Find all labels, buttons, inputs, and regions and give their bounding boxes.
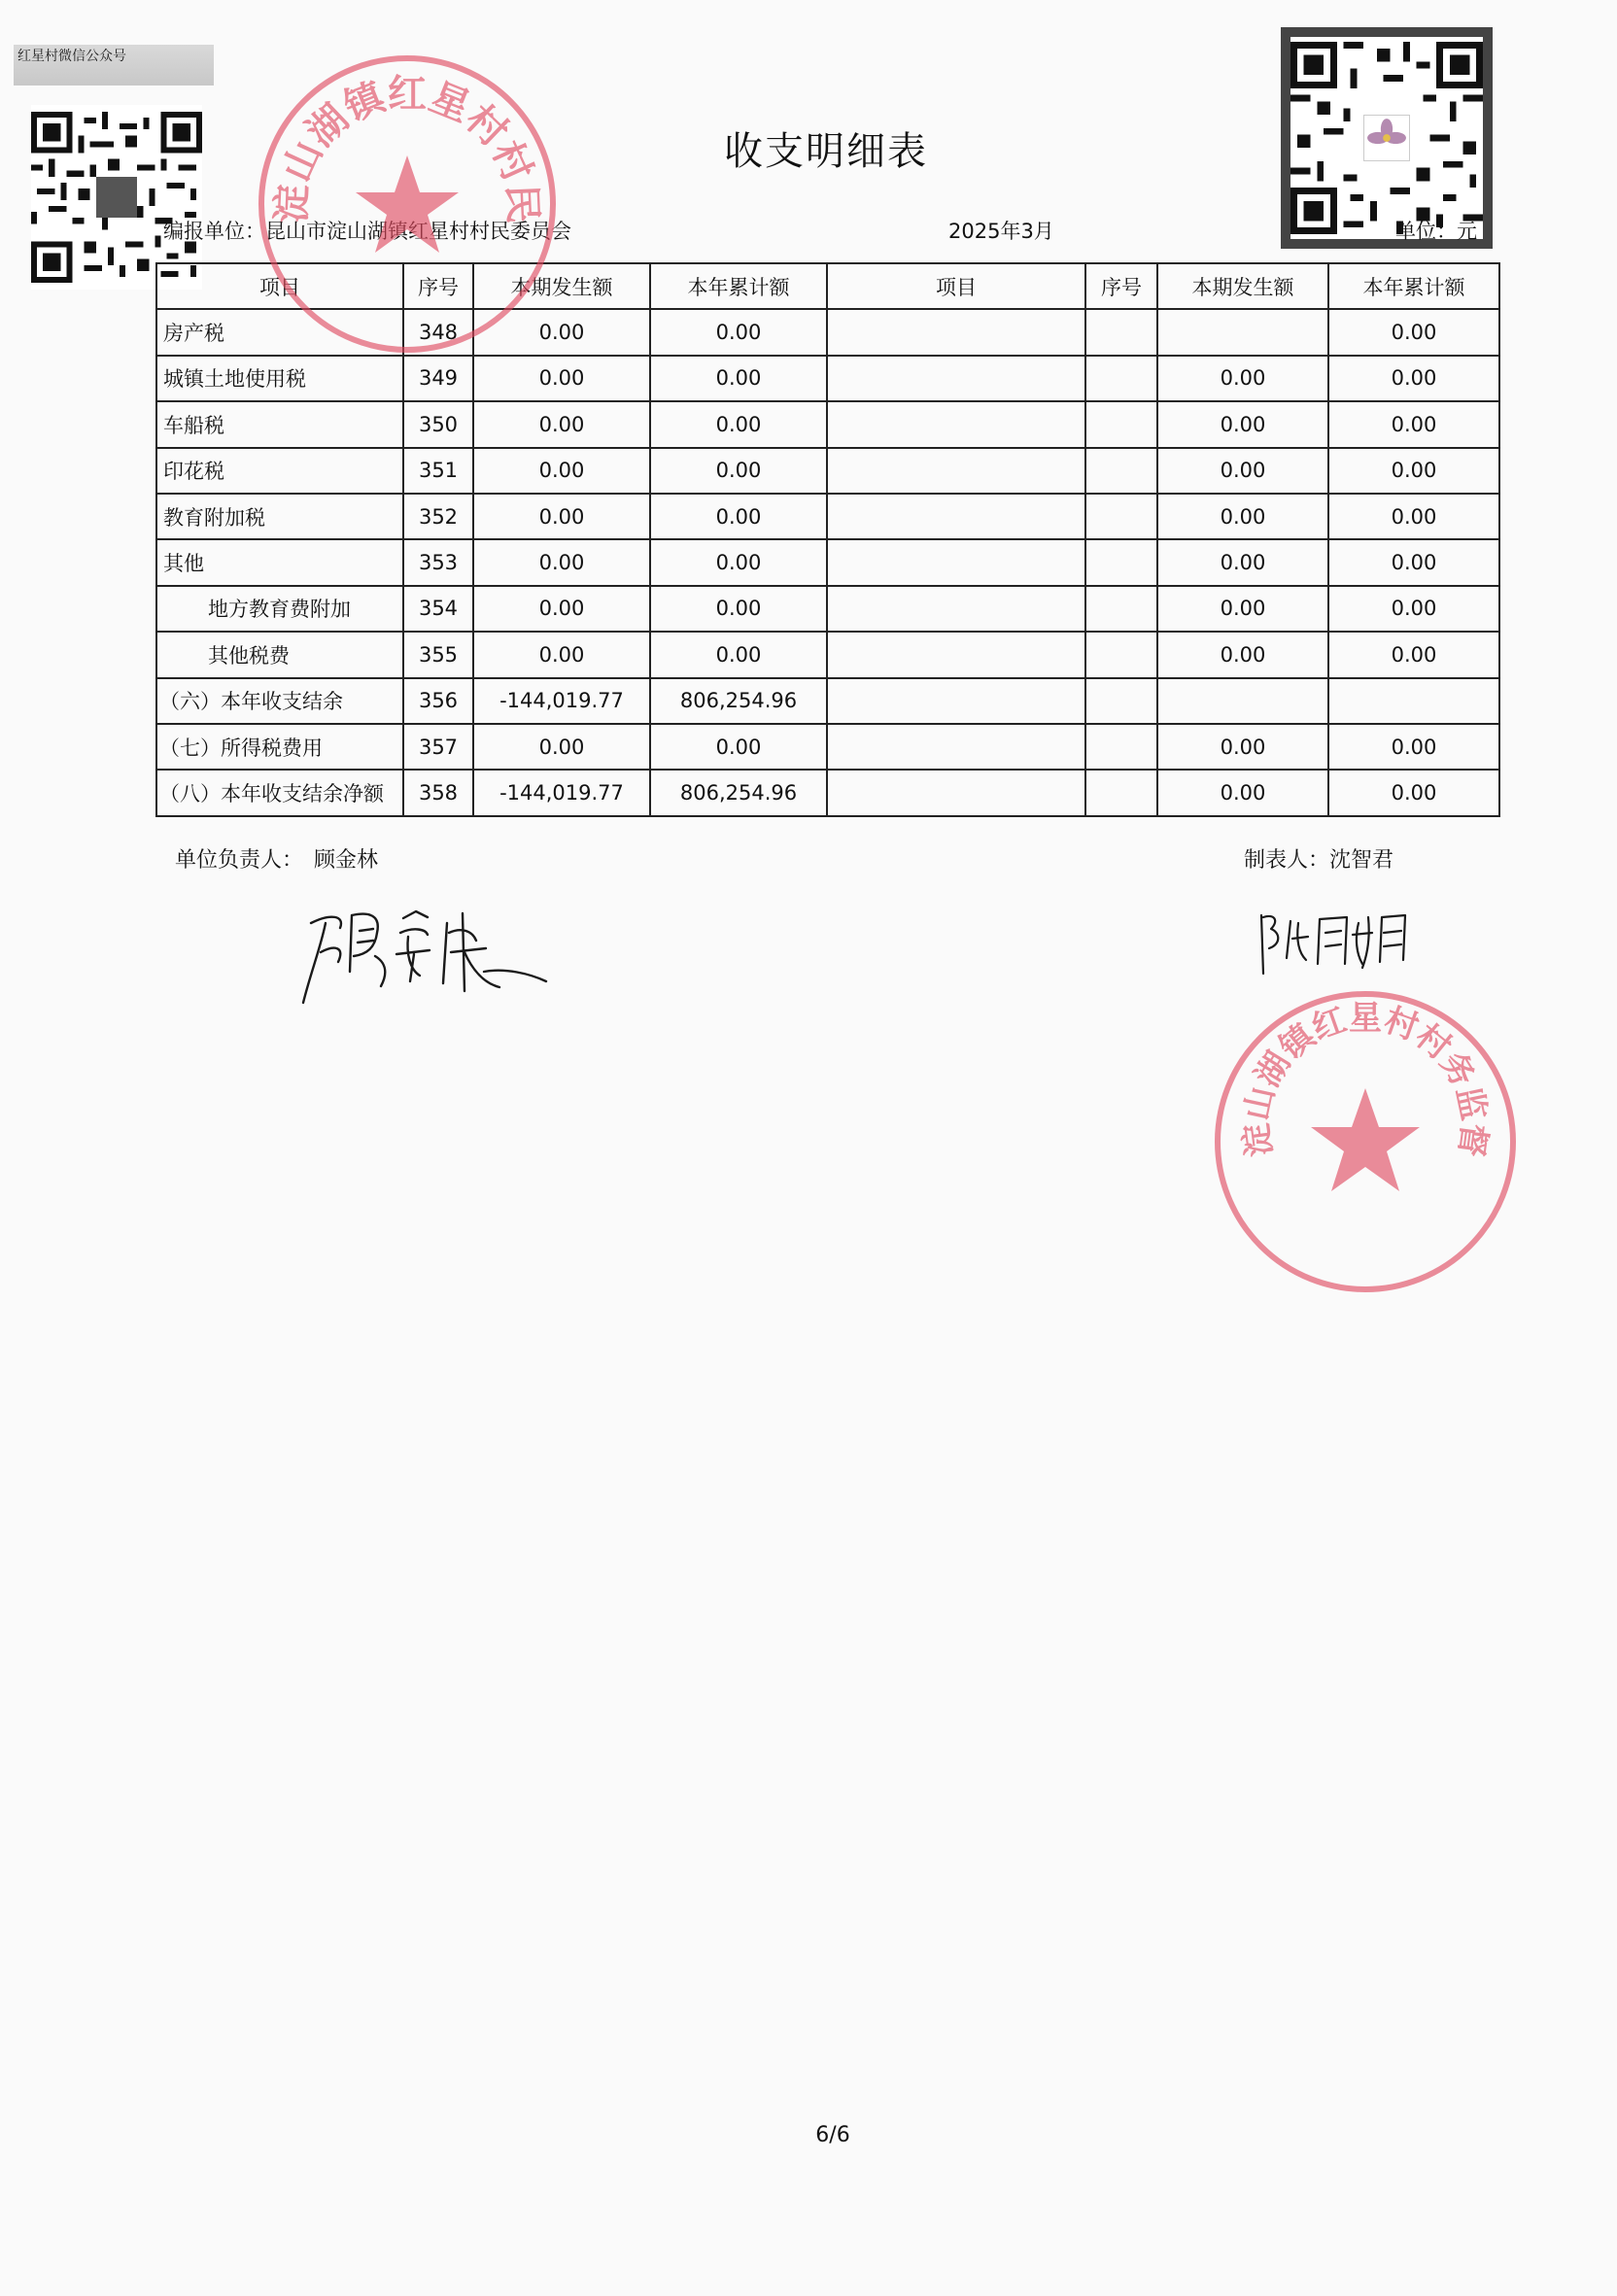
row-ytd-amount: 0.00 xyxy=(650,539,827,585)
row-ytd-amount-right: 0.00 xyxy=(1328,494,1499,539)
row-number: 348 xyxy=(403,309,473,355)
row-period-amount: 0.00 xyxy=(473,494,650,539)
row-item: 房产税 xyxy=(156,309,403,355)
row-period-amount: 0.00 xyxy=(473,724,650,770)
table-row xyxy=(156,770,1499,815)
row-number-right xyxy=(1085,678,1157,724)
table-row xyxy=(156,632,1499,677)
row-period-amount: -144,019.77 xyxy=(473,678,650,724)
row-item: 印花税 xyxy=(156,448,403,494)
row-ytd-amount-right: 0.00 xyxy=(1328,586,1499,632)
row-number: 350 xyxy=(403,401,473,447)
table-row xyxy=(156,401,1499,447)
row-ytd-amount: 0.00 xyxy=(650,356,827,401)
row-item-right xyxy=(827,401,1085,447)
row-ytd-amount-right: 0.00 xyxy=(1328,401,1499,447)
row-ytd-amount: 0.00 xyxy=(650,309,827,355)
row-period-amount-right xyxy=(1157,678,1328,724)
column-header: 本期发生额 xyxy=(473,263,650,309)
unit-head: 单位负责人： 顾金林 xyxy=(175,848,379,873)
column-header: 本年累计额 xyxy=(1328,263,1499,309)
row-number: 353 xyxy=(403,539,473,585)
row-number: 352 xyxy=(403,494,473,539)
row-number-right xyxy=(1085,770,1157,815)
currency-unit: 单位：元 xyxy=(1395,220,1477,243)
document-title: 收支明细表 xyxy=(724,129,928,174)
row-number-right xyxy=(1085,632,1157,677)
row-period-amount: 0.00 xyxy=(473,539,650,585)
row-period-amount: 0.00 xyxy=(473,356,650,401)
row-ytd-amount-right xyxy=(1328,678,1499,724)
row-number: 351 xyxy=(403,448,473,494)
row-number: 358 xyxy=(403,770,473,815)
row-ytd-amount: 0.00 xyxy=(650,632,827,677)
village-supervision-seal xyxy=(1205,981,1526,1302)
row-number: 357 xyxy=(403,724,473,770)
row-number: 355 xyxy=(403,632,473,677)
row-period-amount-right: 0.00 xyxy=(1157,539,1328,585)
row-ytd-amount-right: 0.00 xyxy=(1328,632,1499,677)
row-period-amount-right xyxy=(1157,309,1328,355)
row-item-right xyxy=(827,586,1085,632)
row-period-amount-right: 0.00 xyxy=(1157,356,1328,401)
table-row xyxy=(156,539,1499,585)
row-item: 教育附加税 xyxy=(156,494,403,539)
row-item: 地方教育费附加 xyxy=(156,586,403,632)
row-ytd-amount: 0.00 xyxy=(650,724,827,770)
village-committee-seal xyxy=(247,49,568,360)
row-ytd-amount: 0.00 xyxy=(650,586,827,632)
row-ytd-amount-right: 0.00 xyxy=(1328,309,1499,355)
row-period-amount: 0.00 xyxy=(473,586,650,632)
row-number: 356 xyxy=(403,678,473,724)
column-header: 项目 xyxy=(827,263,1085,309)
row-item: 其他税费 xyxy=(156,632,403,677)
row-period-amount: 0.00 xyxy=(473,632,650,677)
row-item: （八）本年收支结余净额 xyxy=(156,770,403,815)
row-period-amount-right: 0.00 xyxy=(1157,770,1328,815)
row-number-right xyxy=(1085,724,1157,770)
svg-text:昆山市淀山湖镇红星村村民委员会: 淀山湖镇红星村村民 xyxy=(269,72,545,224)
row-item: （六）本年收支结余 xyxy=(156,678,403,724)
svg-text:昆山市淀山湖镇红星村村务监督委员会: 淀山湖镇红星村村务监督 xyxy=(1236,998,1495,1159)
row-item: 其他 xyxy=(156,539,403,585)
row-ytd-amount: 0.00 xyxy=(650,401,827,447)
row-period-amount-right: 0.00 xyxy=(1157,586,1328,632)
row-number-right xyxy=(1085,494,1157,539)
table-row xyxy=(156,356,1499,401)
row-ytd-amount-right: 0.00 xyxy=(1328,724,1499,770)
row-item-right xyxy=(827,678,1085,724)
row-number-right xyxy=(1085,586,1157,632)
row-ytd-amount-right: 0.00 xyxy=(1328,356,1499,401)
page-number: 6/6 xyxy=(815,2123,850,2147)
reporting-period: 2025年3月 xyxy=(948,220,1054,243)
row-number-right xyxy=(1085,448,1157,494)
column-header: 序号 xyxy=(1085,263,1157,309)
row-period-amount-right: 0.00 xyxy=(1157,401,1328,447)
row-period-amount: 0.00 xyxy=(473,448,650,494)
row-number-right xyxy=(1085,309,1157,355)
row-item-right xyxy=(827,448,1085,494)
column-header: 序号 xyxy=(403,263,473,309)
table-row xyxy=(156,678,1499,724)
table-row xyxy=(156,494,1499,539)
row-number: 354 xyxy=(403,586,473,632)
row-item: 城镇土地使用税 xyxy=(156,356,403,401)
row-item-right xyxy=(827,724,1085,770)
row-item-right xyxy=(827,770,1085,815)
row-ytd-amount-right: 0.00 xyxy=(1328,770,1499,815)
row-period-amount-right: 0.00 xyxy=(1157,724,1328,770)
row-ytd-amount: 806,254.96 xyxy=(650,678,827,724)
row-number-right xyxy=(1085,401,1157,447)
wechat-account-banner: 红星村微信公众号 xyxy=(14,45,214,86)
unit-head-signature xyxy=(292,894,554,1011)
table-row xyxy=(156,586,1499,632)
row-item-right xyxy=(827,494,1085,539)
table-row xyxy=(156,448,1499,494)
row-period-amount-right: 0.00 xyxy=(1157,448,1328,494)
row-period-amount-right: 0.00 xyxy=(1157,632,1328,677)
row-item: 车船税 xyxy=(156,401,403,447)
row-ytd-amount-right: 0.00 xyxy=(1328,539,1499,585)
preparer: 制表人：沈智君 xyxy=(1244,848,1394,873)
row-item-right xyxy=(827,539,1085,585)
row-item-right xyxy=(827,356,1085,401)
column-header: 项目 xyxy=(156,263,403,309)
row-number-right xyxy=(1085,539,1157,585)
row-number-right xyxy=(1085,356,1157,401)
row-period-amount: 0.00 xyxy=(473,309,650,355)
row-item-right xyxy=(827,632,1085,677)
row-item: （七）所得税费用 xyxy=(156,724,403,770)
row-number: 349 xyxy=(403,356,473,401)
row-period-amount-right: 0.00 xyxy=(1157,494,1328,539)
column-header: 本期发生额 xyxy=(1157,263,1328,309)
preparer-signature xyxy=(1254,904,1419,981)
row-ytd-amount: 0.00 xyxy=(650,494,827,539)
row-period-amount: 0.00 xyxy=(473,401,650,447)
row-ytd-amount: 0.00 xyxy=(650,448,827,494)
reporting-unit: 编报单位：昆山市淀山湖镇红星村村民委员会 xyxy=(163,220,571,243)
row-period-amount: -144,019.77 xyxy=(473,770,650,815)
row-item-right xyxy=(827,309,1085,355)
table-row xyxy=(156,724,1499,770)
column-header: 本年累计额 xyxy=(650,263,827,309)
row-ytd-amount-right: 0.00 xyxy=(1328,448,1499,494)
row-ytd-amount: 806,254.96 xyxy=(650,770,827,815)
